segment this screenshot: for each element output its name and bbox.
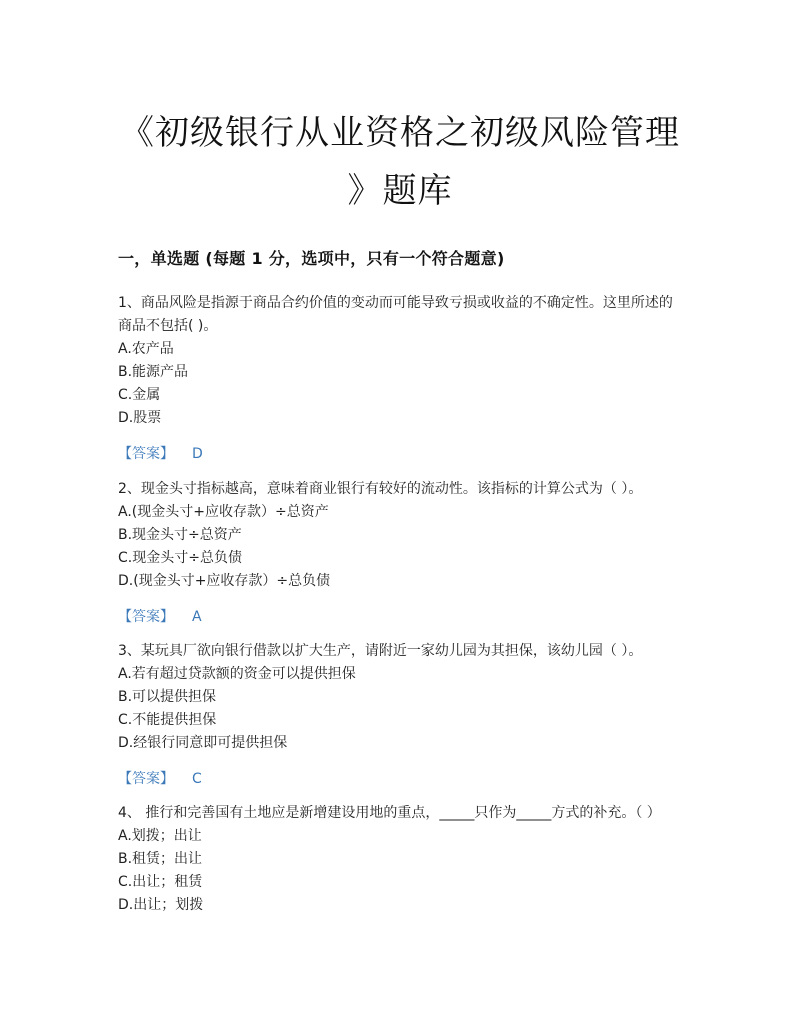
option-d: D.(现金头寸+应收存款）÷总负债	[118, 573, 331, 589]
option-list	[118, 663, 678, 755]
question-3	[118, 640, 678, 790]
answer-label: 【答案】	[118, 446, 174, 462]
option-a: A.(现金头寸+应收存款）÷总资产	[118, 504, 329, 520]
title-line-2: 》题库	[347, 171, 453, 211]
answer-line	[118, 443, 678, 465]
answer-label: 【答案】	[118, 609, 174, 625]
option-c: C.金属	[118, 387, 161, 403]
option-a: A.若有超过贷款额的资金可以提供担保	[118, 666, 356, 682]
question-1	[118, 292, 678, 465]
option-d: D.股票	[118, 410, 162, 426]
question-stem: 4、 推行和完善国有土地应是新增建设用地的重点，_____只作为_____方式的补充。（ ）	[118, 805, 661, 821]
title-line-1: 《初级银行从业资格之初级风险管理	[120, 113, 680, 153]
question-stem: 2、现金头寸指标越高，意味着商业银行有较好的流动性。该指标的计算公式为（ ）。	[118, 481, 643, 497]
answer-letter: A	[192, 609, 202, 625]
question-4	[118, 802, 678, 917]
answer-line	[118, 606, 678, 628]
section-heading: 一，单选题 (每题 1 分，选项中，只有一个符合题意)	[118, 249, 505, 268]
question-2	[118, 478, 678, 628]
option-list	[118, 501, 678, 593]
option-b: B.租赁；出让	[118, 851, 203, 867]
option-b: B.现金头寸÷总资产	[118, 527, 242, 543]
document-title	[100, 104, 700, 220]
option-d: D.经银行同意即可提供担保	[118, 735, 288, 751]
answer-letter: C	[192, 771, 202, 787]
option-b: B.能源产品	[118, 364, 189, 380]
option-a: A.划拨；出让	[118, 828, 202, 844]
option-c: C.出让；租赁	[118, 874, 203, 890]
option-b: B.可以提供担保	[118, 689, 217, 705]
option-list	[118, 338, 678, 430]
answer-line	[118, 768, 678, 790]
question-stem: 3、某玩具厂欲向银行借款以扩大生产，请附近一家幼儿园为其担保，该幼儿园（ ）。	[118, 643, 643, 659]
option-c: C.现金头寸÷总负债	[118, 550, 242, 566]
option-a: A.农产品	[118, 341, 174, 357]
option-d: D.出让；划拨	[118, 897, 204, 913]
answer-letter: D	[192, 446, 203, 462]
option-c: C.不能提供担保	[118, 712, 217, 728]
answer-label: 【答案】	[118, 771, 174, 787]
question-stem: 1、商品风险是指源于商品合约价值的变动而可能导致亏损或收益的不确定性。这里所述的商品不包括( )。	[118, 295, 673, 334]
option-list	[118, 825, 678, 917]
